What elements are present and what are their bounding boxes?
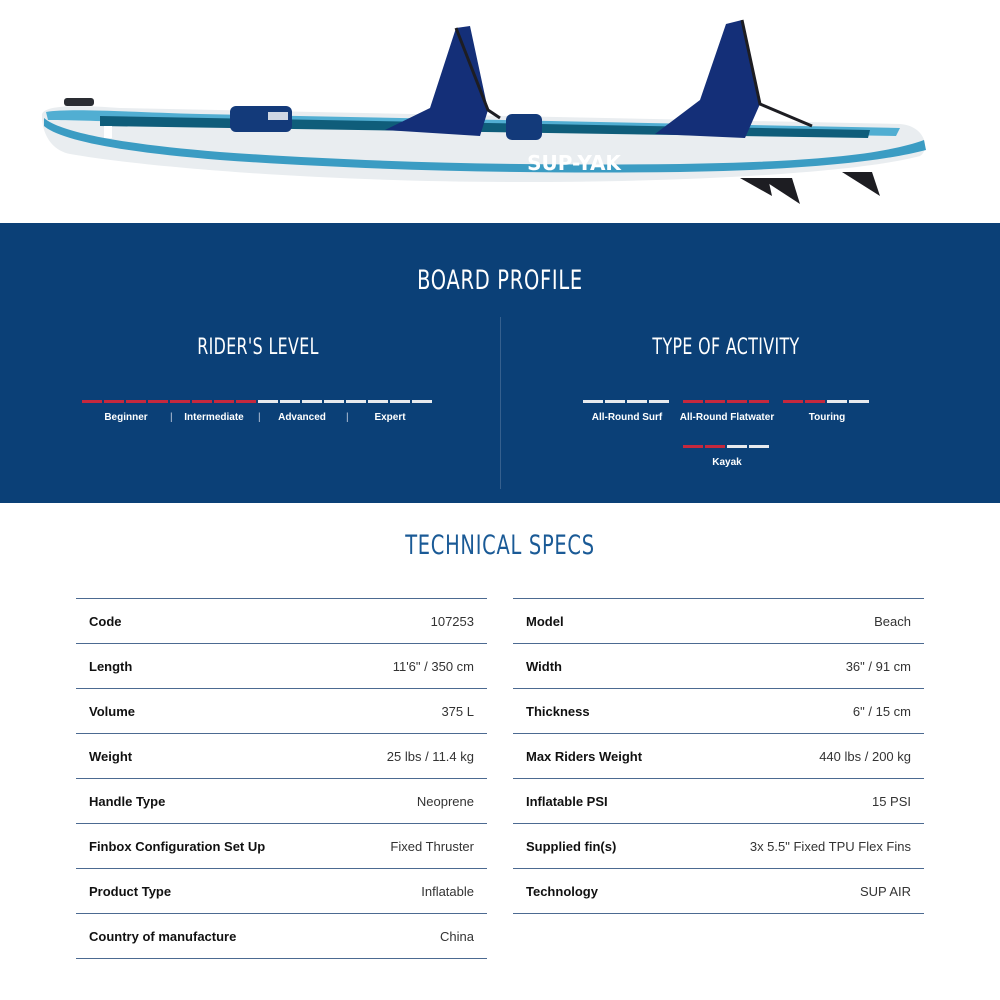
activity-label-all-round-flatwater: All-Round Flatwater — [679, 412, 775, 423]
spec-label: Model — [526, 613, 564, 629]
level-separator: | — [170, 412, 173, 423]
profile-divider — [500, 317, 501, 489]
riders-level-title: RIDER'S LEVEL — [197, 335, 319, 360]
activity-bar-all-round-flatwater — [683, 400, 769, 403]
level-separator: | — [346, 412, 349, 423]
sup-yak-board-illustration — [0, 0, 1000, 223]
spec-row-product-type — [76, 869, 487, 914]
spec-value: 6" / 15 cm — [852, 703, 911, 719]
specs-table-left — [76, 598, 487, 959]
activity-bar-touring — [783, 400, 869, 403]
product-hero — [0, 0, 1000, 223]
spec-label: Width — [526, 658, 562, 674]
spec-value: 15 PSI — [871, 793, 911, 809]
spec-value: 107253 — [430, 613, 474, 629]
level-bar-expert — [346, 400, 432, 403]
spec-value: SUP AIR — [859, 883, 911, 899]
spec-row-handle-type — [76, 779, 487, 824]
spec-row-technology — [513, 869, 924, 914]
spec-label: Length — [89, 658, 133, 674]
spec-label: Inflatable PSI — [526, 793, 608, 809]
level-separator: | — [258, 412, 261, 423]
level-label-expert: Expert — [374, 412, 406, 423]
spec-value: China — [440, 928, 474, 944]
spec-row-volume — [76, 689, 487, 734]
spec-label: Volume — [89, 703, 135, 719]
spec-label: Product Type — [89, 883, 172, 899]
activity-bar-kayak — [683, 445, 769, 448]
activity-bar-all-round-surf — [583, 400, 669, 403]
spec-value: Beach — [874, 613, 911, 629]
spec-row-country — [76, 914, 487, 959]
spec-label: Technology — [526, 883, 598, 899]
level-label-beginner: Beginner — [104, 412, 148, 423]
level-bar-beginner — [82, 400, 168, 403]
activity-label-kayak: Kayak — [712, 457, 742, 468]
board-brand-text: SUP-YAK — [527, 151, 621, 175]
spec-row-model — [513, 599, 924, 644]
spec-row-finbox — [76, 824, 487, 869]
technical-specs-title: TECHNICAL SPECS — [405, 530, 595, 561]
spec-value: 11'6" / 350 cm — [392, 658, 474, 674]
level-label-intermediate: Intermediate — [184, 412, 244, 423]
level-label-advanced: Advanced — [278, 412, 326, 423]
activity-label-touring: Touring — [808, 412, 846, 423]
type-of-activity-title: TYPE OF ACTIVITY — [652, 335, 800, 360]
spec-row-code — [76, 599, 487, 644]
spec-label: Thickness — [526, 703, 590, 719]
spec-label: Handle Type — [89, 793, 166, 809]
spec-value: Neoprene — [416, 793, 474, 809]
spec-value: 375 L — [441, 703, 474, 719]
spec-row-inflatable-psi — [513, 779, 924, 824]
spec-row-length — [76, 644, 487, 689]
spec-value: 440 lbs / 200 kg — [819, 748, 911, 764]
spec-value: Fixed Thruster — [390, 838, 474, 854]
activity-label-all-round-surf: All-Round Surf — [591, 412, 663, 423]
spec-label: Max Riders Weight — [526, 748, 643, 764]
spec-row-thickness — [513, 689, 924, 734]
spec-row-supplied-fins — [513, 824, 924, 869]
spec-label: Weight — [89, 748, 133, 764]
spec-label: Supplied fin(s) — [526, 838, 617, 854]
spec-label: Finbox Configuration Set Up — [89, 838, 266, 854]
spec-row-max-riders-weight — [513, 734, 924, 779]
spec-value: Inflatable — [421, 883, 474, 899]
spec-label: Code — [89, 613, 122, 629]
level-bar-advanced — [258, 400, 344, 403]
spec-label: Country of manufacture — [89, 928, 237, 944]
board-profile-section — [0, 223, 1000, 503]
board-profile-title: BOARD PROFILE — [417, 265, 583, 296]
spec-row-weight — [76, 734, 487, 779]
specs-table-right — [513, 598, 924, 914]
level-bar-intermediate — [170, 400, 256, 403]
spec-row-width — [513, 644, 924, 689]
spec-value: 36" / 91 cm — [845, 658, 911, 674]
spec-value: 3x 5.5" Fixed TPU Flex Fins — [749, 838, 911, 854]
spec-value: 25 lbs / 11.4 kg — [386, 748, 474, 764]
